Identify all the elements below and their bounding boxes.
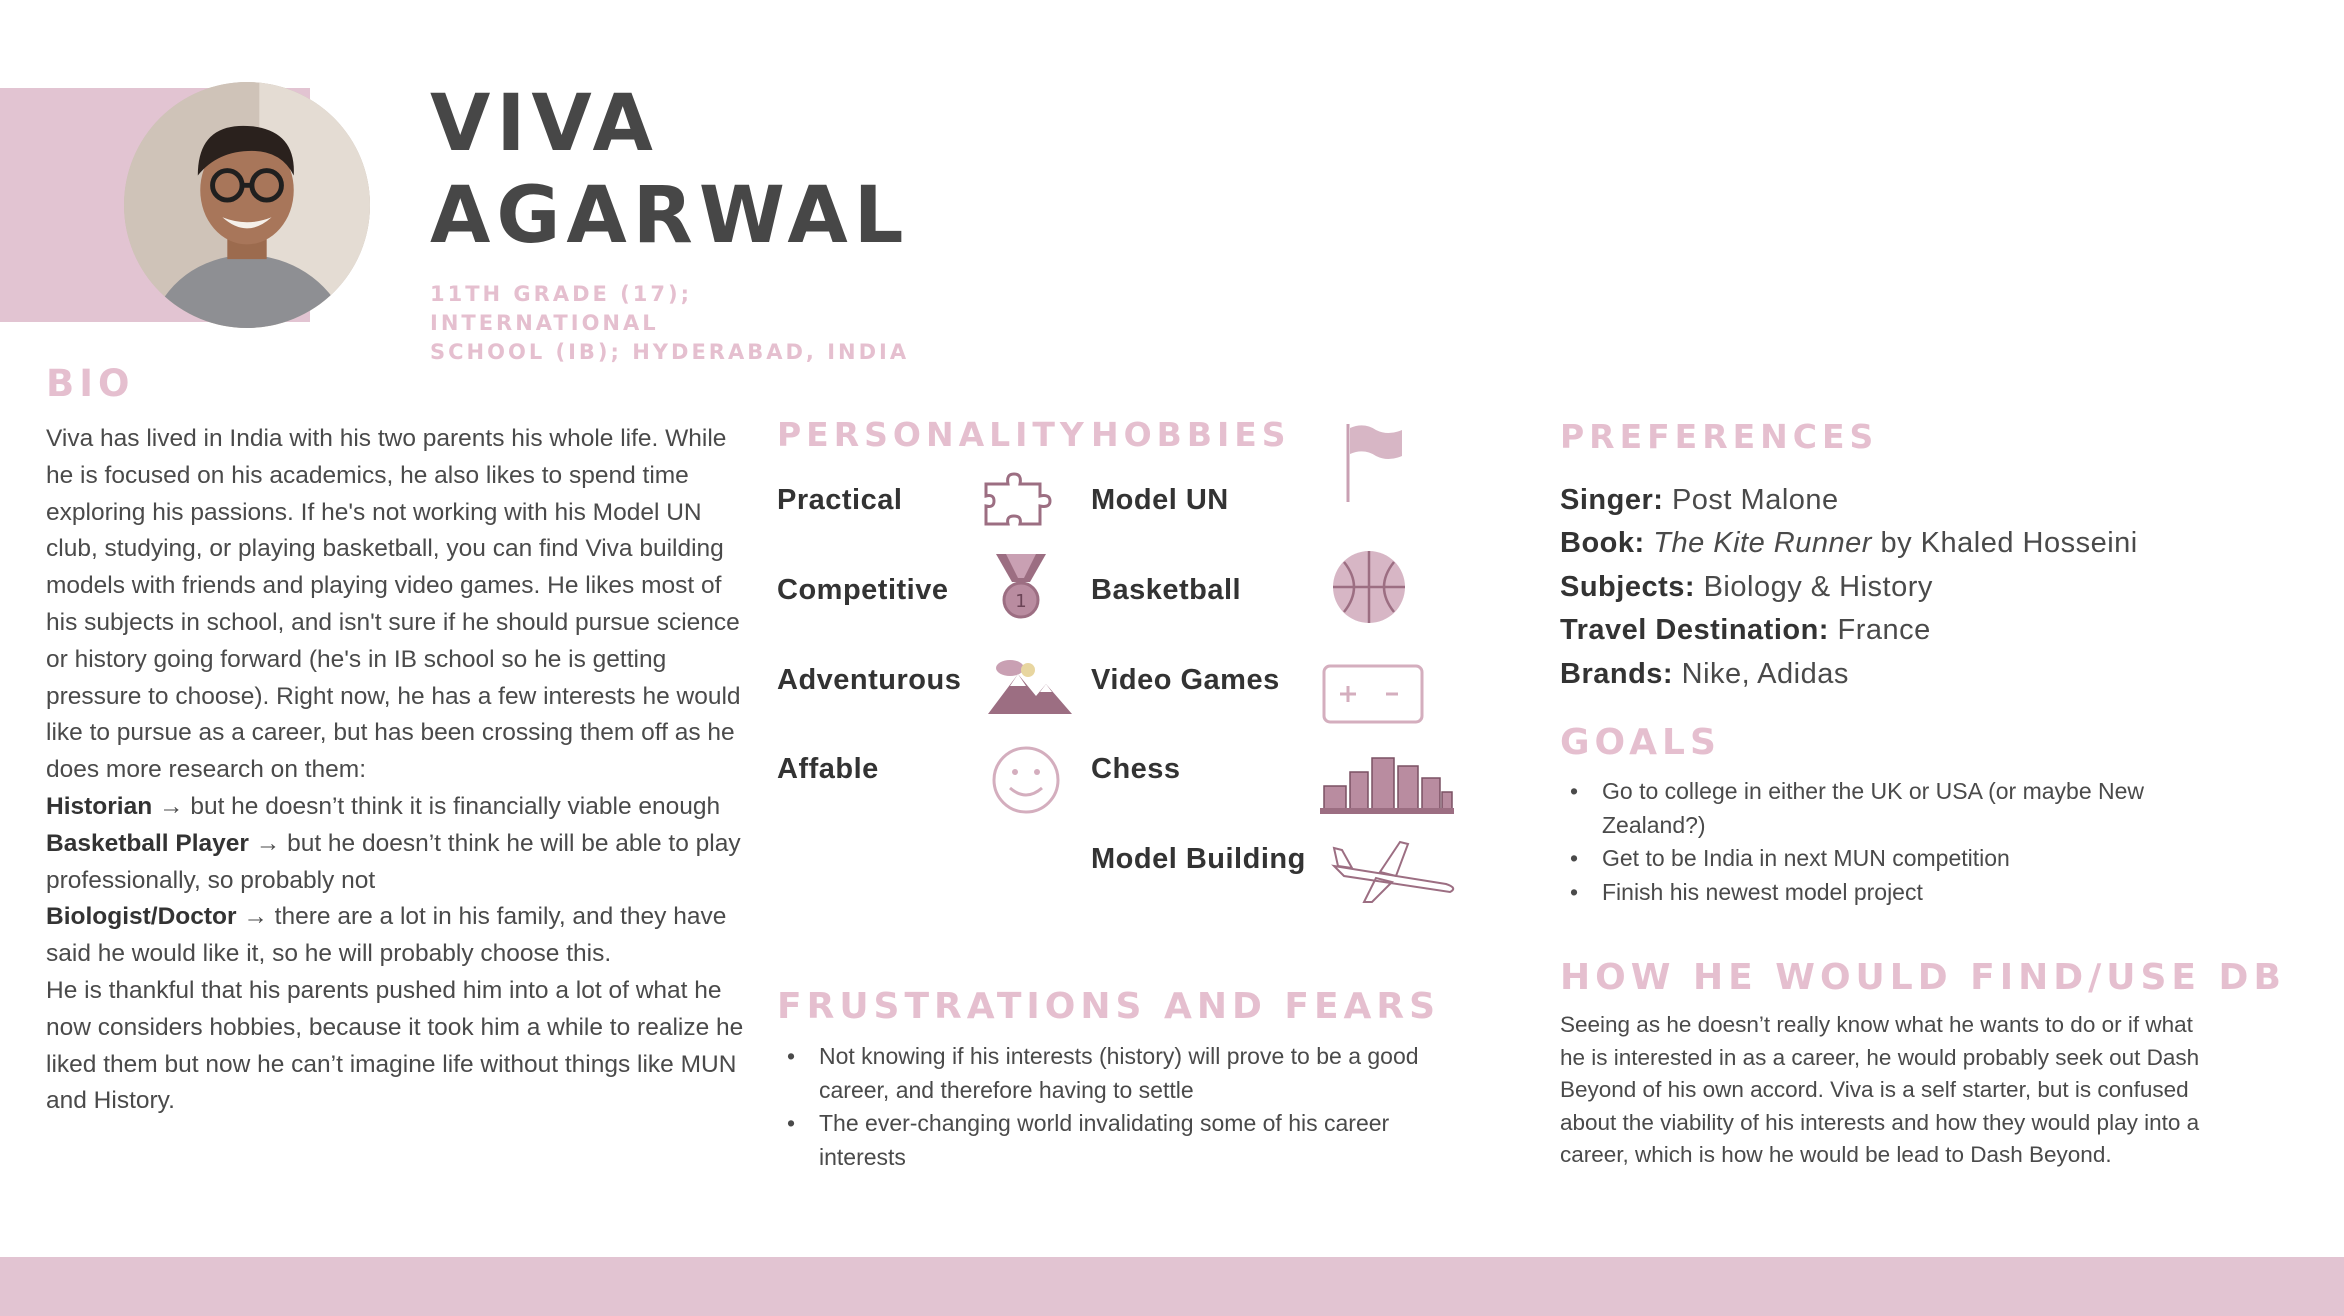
arrow-icon: → (236, 903, 275, 931)
personality-competitive: Competitive (777, 574, 949, 606)
pref-book-title: The Kite Runner (1644, 527, 1872, 559)
pref-value: Biology & History (1695, 571, 1933, 603)
first-name: VIVA (430, 79, 659, 169)
career-biologist (46, 899, 746, 973)
medal-icon (990, 552, 1052, 624)
chess-pieces-icon (1320, 752, 1454, 816)
persona-name (430, 78, 909, 262)
pref-travel (1560, 614, 1931, 647)
pref-key: Singer: (1560, 484, 1664, 516)
pref-key: Book: (1560, 527, 1645, 559)
hobby-video-games: Video Games (1091, 664, 1280, 696)
bio-intro: Viva has lived in India with his two parents his whole life. While he is focused on his academics, he also likes to spend time exploring his passions. If he's not working with his Model UN club, studying, or playing basketball, you can find Viva building models with friends and playing video games. He likes most of his subjects in school, and isn't sure if he should pursue science or history going forward (he's in IB school so he is getting pressure to choose). Right now, he has a few interests he would like to pursue as a career, but has been crossing them off as he does more research on them: (46, 425, 741, 784)
career-note: but he doesn’t think he will be able to play professionally, so probably not (46, 829, 741, 894)
bio-closing: He is thankful that his parents pushed him into a lot of what he now considers hobbies, because it took him a while to realize he liked them but now he can’t imagine life without things like MUN and History. (46, 976, 744, 1115)
mountain-icon (988, 656, 1072, 716)
pref-brands (1560, 658, 1849, 691)
frustrations-heading: FRUSTRATIONS AND FEARS (777, 986, 1441, 1027)
subtitle-line-2: SCHOOL (IB); HYDERABAD, INDIA (430, 340, 910, 364)
hobby-model-un: Model UN (1091, 484, 1229, 516)
footer-band (0, 1257, 2344, 1316)
puzzle-icon (980, 472, 1062, 530)
bio-text (46, 421, 746, 1120)
list-item: • Not knowing if his interests (history) will prove to be a good career, and therefore having to settle (775, 1040, 1475, 1107)
usage-heading: HOW HE WOULD FIND/USE DB (1560, 957, 2286, 998)
preferences-heading: PREFERENCES (1560, 417, 1879, 456)
career-title: Historian (46, 792, 153, 820)
personality-heading: PERSONALITY (777, 415, 1089, 454)
smiley-icon (990, 744, 1062, 816)
career-note: but he doesn’t think it is financially viable enough (190, 792, 721, 820)
persona-subtitle (430, 280, 910, 367)
svg-text:1: 1 (1015, 591, 1027, 612)
arrow-icon: → (248, 829, 288, 857)
career-title: Biologist/Doctor (46, 903, 237, 931)
bio-heading: BIO (46, 362, 135, 405)
career-historian (46, 789, 746, 826)
usage-text: Seeing as he doesn’t really know what he wants to do or if what he is interested in as a career, he would probably seek out Dash Beyond of his own accord. Viva is a self starter, but is confused about the viability of his interests and how they would play into a career, which is how he would be lead to Dash Beyond. (1560, 1012, 2200, 1168)
pref-value: Post Malone (1663, 484, 1839, 516)
list-item: • Finish his newest model project (1558, 876, 2208, 910)
pref-singer (1560, 484, 1839, 517)
airplane-icon (1330, 836, 1460, 906)
frustrations-list (775, 1040, 1475, 1174)
subtitle-line-1: 11TH GRADE (17); INTERNATIONAL (430, 282, 692, 335)
last-name: AGARWAL (430, 171, 910, 261)
profile-photo (124, 82, 370, 328)
pref-key: Brands: (1560, 658, 1674, 690)
hobbies-heading: HOBBIES (1091, 415, 1291, 454)
career-note: there are a lot in his family, and they have said he would like it, so he will probably choose this. (46, 903, 727, 968)
list-item: • Get to be India in next MUN competition (1558, 842, 2208, 876)
game-controller-icon (1322, 664, 1424, 724)
pref-book (1560, 527, 2138, 560)
goals-heading: GOALS (1560, 722, 1721, 763)
personality-affable: Affable (777, 753, 879, 785)
hobby-chess: Chess (1091, 753, 1181, 785)
pref-subjects (1560, 571, 1933, 604)
personality-adventurous: Adventurous (777, 664, 962, 696)
pref-key: Travel Destination: (1560, 614, 1829, 646)
hobby-basketball: Basketball (1091, 574, 1242, 606)
hobby-model-building: Model Building (1091, 843, 1306, 875)
arrow-icon: → (152, 792, 191, 820)
flag-icon (1344, 422, 1404, 502)
personality-practical: Practical (777, 484, 903, 516)
goals-list (1558, 775, 2208, 909)
pref-value: Nike, Adidas (1673, 658, 1849, 690)
list-item: • The ever-changing world invalidating some of his career interests (775, 1107, 1475, 1174)
pref-key: Subjects: (1560, 571, 1696, 603)
career-basketball (46, 826, 746, 900)
basketball-icon (1330, 548, 1408, 626)
pref-value: France (1828, 614, 1931, 646)
pref-value: by Khaled Hosseini (1871, 527, 2138, 559)
career-title: Basketball Player (46, 829, 249, 857)
list-item: • Go to college in either the UK or USA (or maybe New Zealand?) (1558, 775, 2208, 842)
